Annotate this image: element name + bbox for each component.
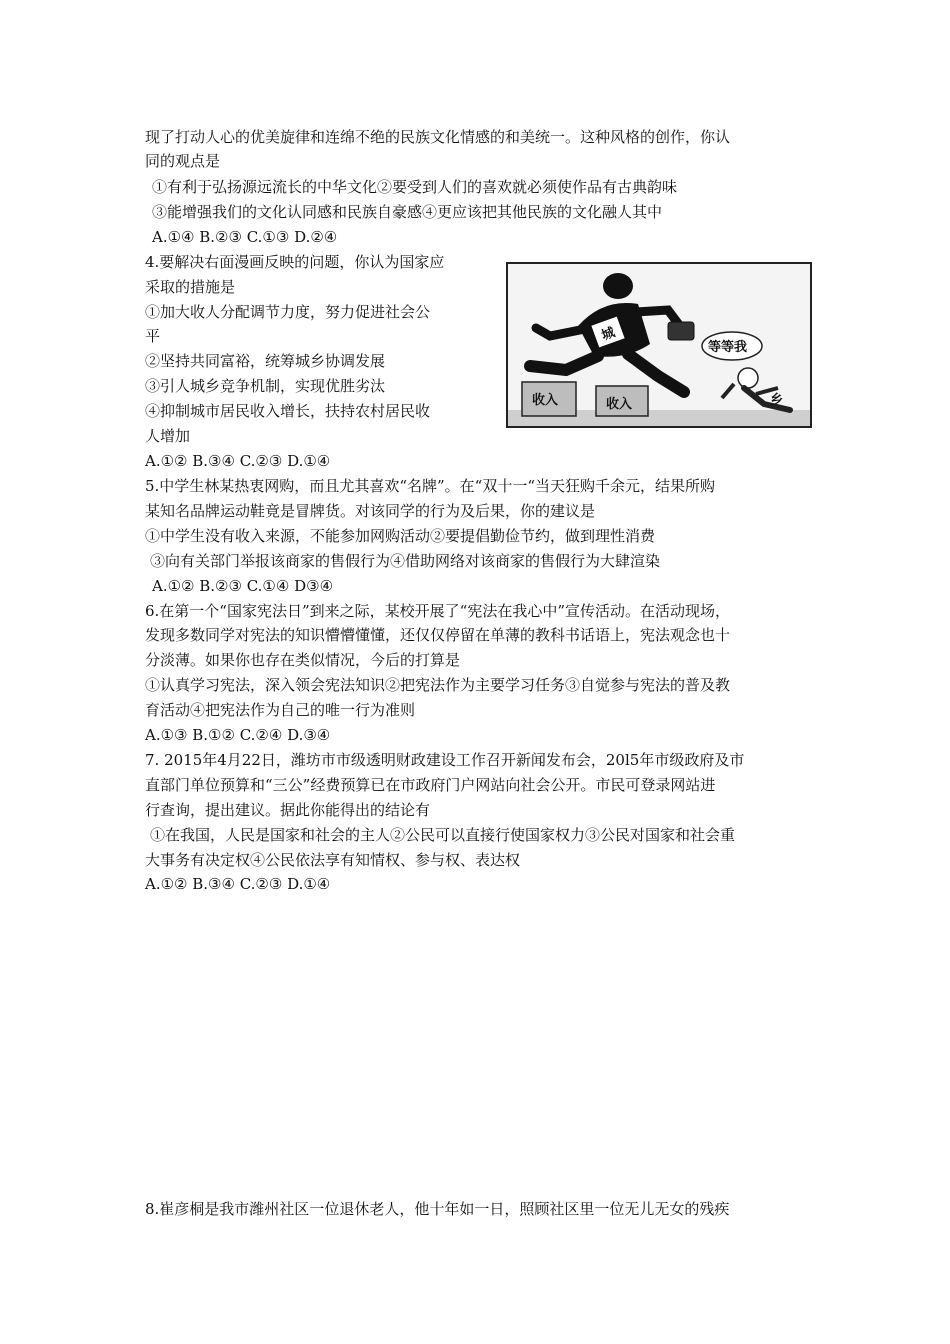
q6-option-line1: ①认真学习宪法，深入领会宪法知识②把宪法作为主要学习任务③自觉参与宪法的普及教	[145, 676, 731, 694]
q4-option3: ③引人城乡竞争机制，实现优胜劣汰	[145, 377, 386, 395]
q7-option-line2: 大事务有决定权④公民依法享有知情权、参与权、表达权	[145, 851, 521, 869]
q3-stem-line1: 现了打动人心的优美旋律和连绵不绝的民族文化情感的和美统一。这种风格的创作，你认	[145, 128, 731, 146]
q7-stem-line3: 行查询，提出建议。据此你能得出的结论有	[145, 801, 431, 819]
q5-stem-line2: 某知名品牌运动鞋竟是冒牌货。对该同学的行为及后果，你的建议是	[145, 502, 596, 520]
cartoon-label-income1: 收入	[532, 393, 559, 408]
cartoon-label-wait: 等等我	[708, 340, 748, 355]
q6-stem-line2: 发现多数同学对宪法的知识懵懵懂懂，还仅仅停留在单薄的教科书话语上，宪法观念也十	[145, 626, 731, 644]
q4-option4-line2: 人增加	[145, 427, 191, 445]
q4-option2: ②坚持共同富裕，统筹城乡协调发展	[145, 352, 386, 370]
q3-option-line2: ③能增强我们的文化认同感和民族自豪感④更应该把其他民族的文化融人其中	[152, 203, 663, 221]
q4-option4-line1: ④抑制城市居民收入增长，扶持农村居民收	[145, 402, 431, 420]
q7-choices: A.①② B.③④ C.②③ D.①④	[145, 875, 331, 893]
cartoon-label-rural: 乡	[770, 393, 784, 408]
q4-option1-line2: 平	[145, 327, 161, 345]
q4-stem-line1: 4.要解决右面漫画反映的问题，你认为国家应	[145, 253, 445, 271]
q3-stem-line2: 同的观点是	[145, 152, 221, 170]
cartoon-drawing	[508, 264, 810, 426]
cartoon-label-city: 城	[599, 325, 618, 344]
q6-stem-line3: 分淡薄。如果你也存在类似情况，今后的打算是	[145, 651, 461, 669]
q8-stem-line1: 8.崔彦桐是我市潍州社区一位退休老人，他十年如一日，照顾社区里一位无儿无女的残疾	[145, 1200, 730, 1218]
q5-option-line2: ③向有关部门举报该商家的售假行为④借助网络对该商家的售假行为大肆渲染	[150, 552, 661, 570]
q6-option-line2: 育活动④把宪法作为自己的唯一行为准则	[145, 701, 416, 719]
q3-choices: A.①④ B.②③ C.①③ D.②④	[152, 228, 338, 246]
q5-choices: A.①② B.②③ C.①④ D③④	[152, 577, 334, 595]
q7-stem-line2: 直部门单位预算和“三公”经费预算已在市政府门户网站向社会公开。市民可登录网站进	[145, 776, 716, 794]
q4-stem-line2: 采取的措施是	[145, 278, 236, 296]
q7-stem-line1: 7. 2015年4月22日，潍坊市市级透明财政建设工作召开新闻发布会，20l5年市级政府及市	[145, 751, 745, 769]
q6-choices: A.①③ B.①② C.②④ D.③④	[145, 726, 331, 744]
q4-option1-line1: ①加大收人分配调节力度，努力促进社会公	[145, 303, 431, 321]
q7-option-line1: ①在我国，人民是国家和社会的主人②公民可以直接行使国家权力③公民对国家和社会重	[150, 826, 736, 844]
q5-stem-line1: 5.中学生林某热衷网购，而且尤其喜欢“名牌”。在“双十一“当天狂购千余元，结果所购	[145, 477, 715, 495]
q6-stem-line1: 6.在第一个“国家宪法日”到来之际，某校开展了“宪法在我心中”宣传活动。在活动现场，	[145, 602, 730, 620]
q4-choices: A.①② B.③④ C.②③ D.①④	[145, 452, 331, 470]
cartoon-label-income2: 收入	[606, 397, 633, 412]
q3-option-line1: ①有利于弘扬源远流长的中华文化②要受到人们的喜欢就必须使作品有古典韵味	[152, 178, 678, 196]
cartoon-image	[506, 262, 812, 428]
q5-option-line1: ①中学生没有收入来源，不能参加网购活动②要提倡勤俭节约，做到理性消费	[145, 527, 656, 545]
